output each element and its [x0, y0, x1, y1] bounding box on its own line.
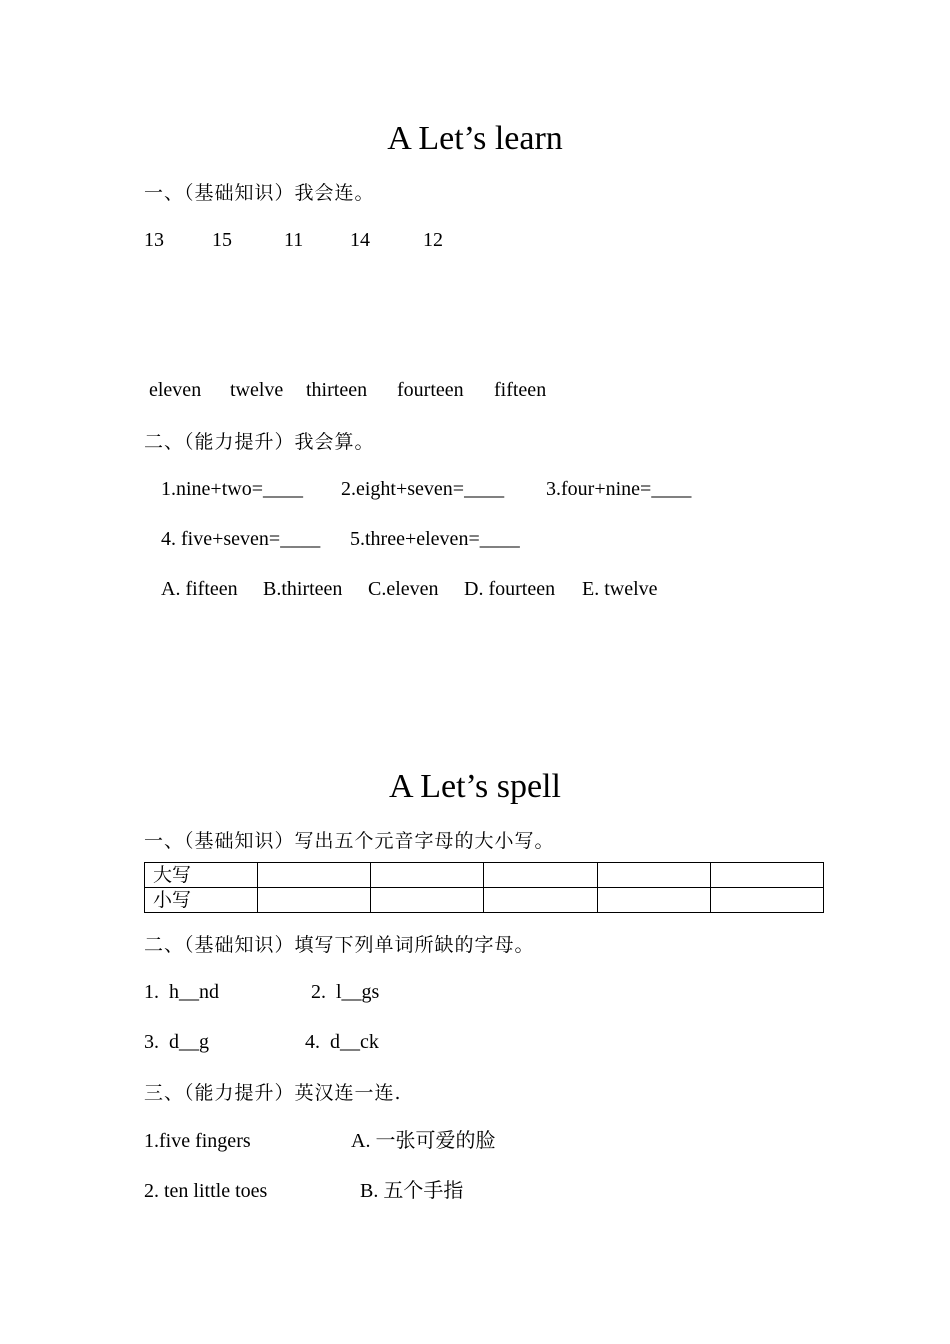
option-a: A. fifteen — [161, 578, 238, 600]
vowel-cell[interactable] — [484, 888, 597, 913]
vowel-table — [144, 862, 824, 913]
match-right-b: B. 五个手指 — [360, 1180, 464, 1202]
number-13: 13 — [144, 229, 164, 251]
calc-item-5: 5.three+eleven=____ — [350, 528, 520, 550]
learn-q1-heading: 一、（基础知识）我会连。 — [144, 182, 375, 204]
learn-q2-heading: 二、（能力提升）我会算。 — [144, 431, 375, 453]
option-d: D. fourteen — [464, 578, 556, 600]
vowel-cell[interactable] — [710, 863, 823, 888]
vowel-cell[interactable] — [710, 888, 823, 913]
vowel-cell[interactable] — [597, 888, 710, 913]
match-left-1: 1.five fingers — [144, 1130, 251, 1152]
spell-q3-heading: 三、（能力提升）英汉连一连. — [144, 1082, 402, 1104]
vowel-cell[interactable] — [371, 888, 484, 913]
word-thirteen: thirteen — [306, 379, 368, 401]
match-right-a: A. 一张可爱的脸 — [351, 1130, 496, 1152]
option-c: C.eleven — [368, 578, 439, 600]
missing-letter-4: 4. d__ck — [305, 1031, 379, 1053]
vowel-row-upper — [145, 863, 824, 888]
vowel-row-label: 小写 — [145, 888, 258, 913]
calc-item-4: 4. five+seven=____ — [161, 528, 321, 550]
word-fifteen: fifteen — [494, 379, 547, 401]
match-left-2: 2. ten little toes — [144, 1180, 268, 1202]
number-15: 15 — [212, 229, 232, 251]
vowel-cell[interactable] — [258, 863, 371, 888]
vowel-row-label: 大写 — [145, 863, 258, 888]
word-eleven: eleven — [149, 379, 202, 401]
number-12: 12 — [423, 229, 443, 251]
calc-item-1: 1.nine+two=____ — [161, 478, 303, 500]
spell-q2-heading: 二、（基础知识）填写下列单词所缺的字母。 — [144, 934, 535, 956]
missing-letter-2: 2. l__gs — [311, 981, 380, 1003]
word-fourteen: fourteen — [397, 379, 464, 401]
vowel-cell[interactable] — [258, 888, 371, 913]
option-e: E. twelve — [582, 578, 658, 600]
calc-item-3: 3.four+nine=____ — [546, 478, 692, 500]
missing-letter-3: 3. d__g — [144, 1031, 209, 1053]
spell-title: A Let’s spell — [389, 768, 561, 805]
number-11: 11 — [284, 229, 304, 251]
calc-item-2: 2.eight+seven=____ — [341, 478, 505, 500]
vowel-row-lower — [145, 888, 824, 913]
vowel-cell[interactable] — [371, 863, 484, 888]
word-twelve: twelve — [230, 379, 284, 401]
learn-title: A Let’s learn — [387, 120, 563, 157]
option-b: B.thirteen — [263, 578, 343, 600]
vowel-cell[interactable] — [484, 863, 597, 888]
spell-q1-heading: 一、（基础知识）写出五个元音字母的大小写。 — [144, 830, 555, 852]
vowel-cell[interactable] — [597, 863, 710, 888]
missing-letter-1: 1. h__nd — [144, 981, 219, 1003]
number-14: 14 — [350, 229, 370, 251]
